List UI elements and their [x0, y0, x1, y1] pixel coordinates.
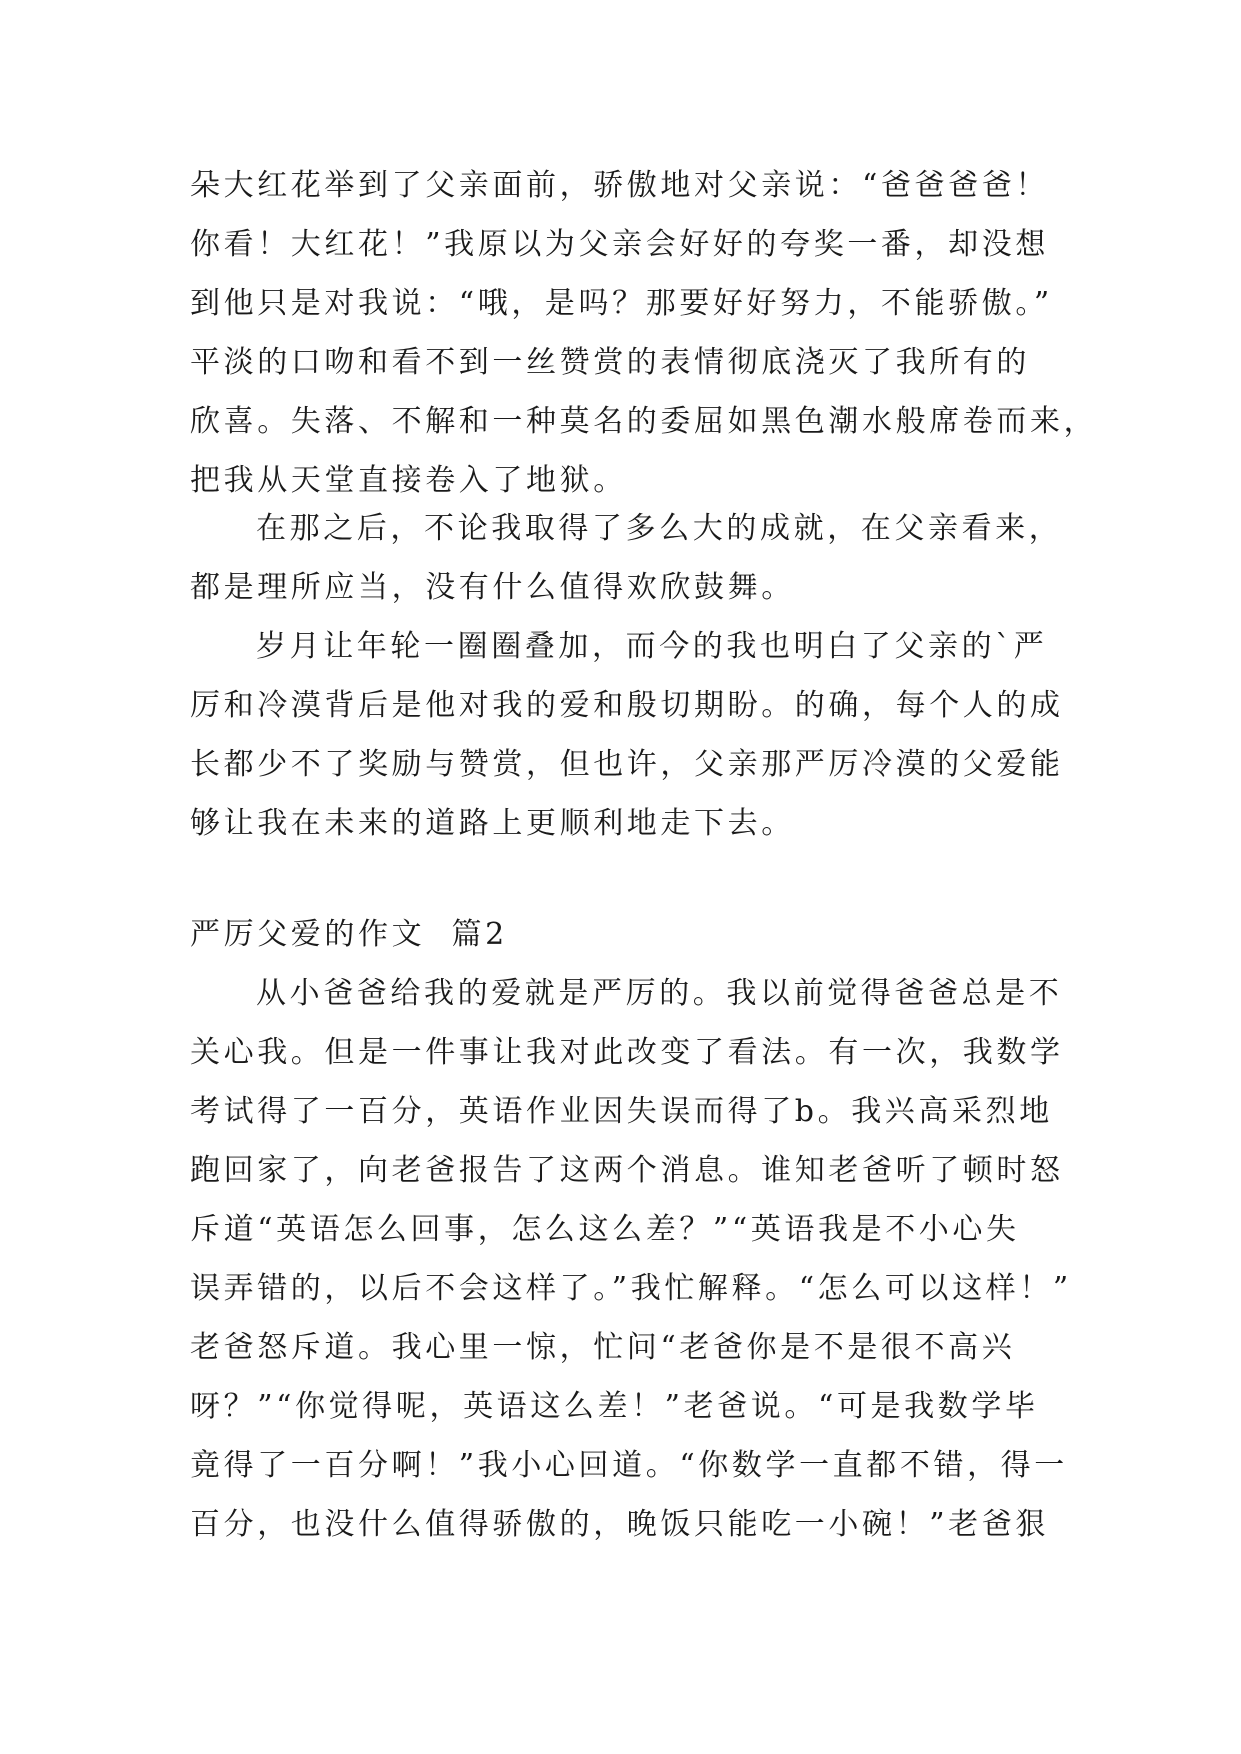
text-line: 够让我在未来的道路上更顺利地走下去。 — [190, 806, 795, 841]
text-line: 朵大红花举到了父亲面前，骄傲地对父亲说：“爸爸爸爸！ — [190, 168, 1049, 203]
heading-text: 严厉父爱的作文 篇2 — [190, 917, 508, 952]
text-line: 竟得了一百分啊！”我小心回道。“你数学一直都不错，得一 — [190, 1448, 1068, 1483]
text-line: 到他只是对我说：“哦，是吗？那要好好努力，不能骄傲。” — [190, 286, 1053, 321]
paragraph — [190, 964, 1072, 1554]
text-line: 在那之后，不论我取得了多么大的成就，在父亲看来， — [256, 511, 1063, 546]
text-line: 从小爸爸给我的爱就是严厉的。我以前觉得爸爸总是不 — [256, 976, 1063, 1011]
text-line: 呀？”“你觉得呢，英语这么差！”老爸说。“可是我数学毕 — [190, 1389, 1039, 1424]
text-line: 平淡的口吻和看不到一丝赞赏的表情彻底浇灭了我所有的 — [190, 345, 1030, 380]
text-line: 把我从天堂直接卷入了地狱。 — [190, 463, 627, 498]
text-line: 关心我。但是一件事让我对此改变了看法。有一次，我数学 — [190, 1035, 1064, 1070]
text-line: 长都少不了奖励与赞赏，但也许，父亲那严厉冷漠的父爱能 — [190, 747, 1064, 782]
paragraph — [190, 499, 1063, 617]
text-line: 老爸怒斥道。我心里一惊，忙问“老爸你是不是很不高兴 — [190, 1330, 1016, 1365]
paragraph — [190, 617, 1064, 853]
text-line: 误弄错的，以后不会这样了。”我忙解释。“怎么可以这样！” — [190, 1271, 1072, 1306]
text-line: 你看！大红花！”我原以为父亲会好好的夸奖一番，却没想 — [190, 227, 1049, 262]
text-line: 考试得了一百分，英语作业因失误而得了b。我兴高采烈地 — [190, 1094, 1053, 1129]
text-line: 斥道“英语怎么回事，怎么这么差？”“英语我是不小心失 — [190, 1212, 1020, 1247]
text-line: 跑回家了，向老爸报告了这两个消息。谁知老爸听了顿时怒 — [190, 1153, 1064, 1188]
text-line: 都是理所应当，没有什么值得欢欣鼓舞。 — [190, 570, 795, 605]
section-heading — [190, 905, 1060, 964]
text-line: 欣喜。失落、不解和一种莫名的委屈如黑色潮水般席卷而来， — [190, 404, 1098, 439]
paragraph — [190, 156, 1098, 510]
text-line: 百分，也没什么值得骄傲的，晚饭只能吃一小碗！”老爸狠 — [190, 1507, 1049, 1542]
text-line: 岁月让年轮一圈圈叠加，而今的我也明白了父亲的`严 — [256, 629, 1048, 664]
text-line: 厉和冷漠背后是他对我的爱和殷切期盼。的确，每个人的成 — [190, 688, 1064, 723]
